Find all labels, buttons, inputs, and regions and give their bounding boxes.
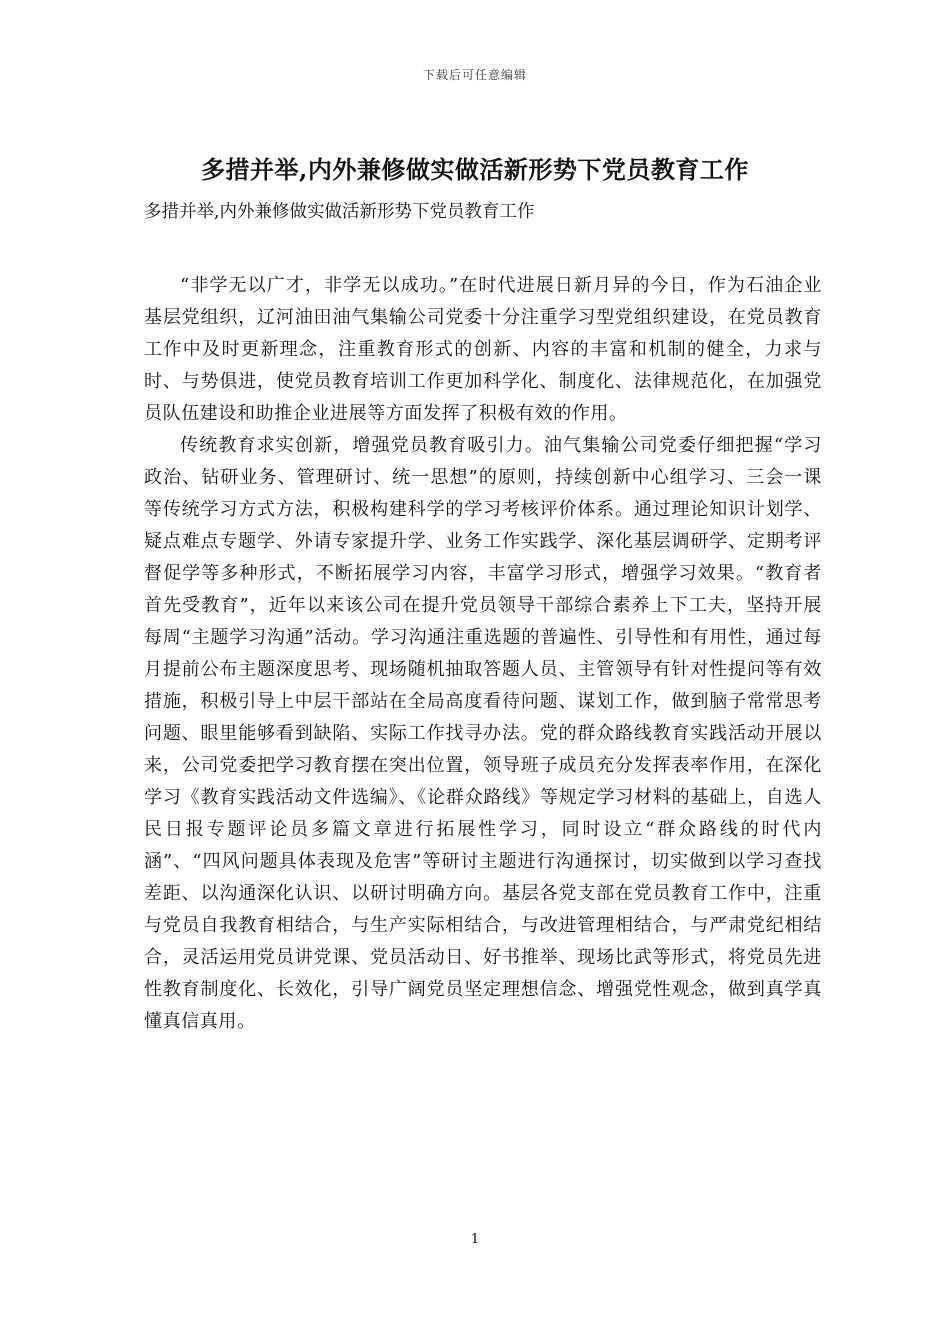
page-number: 1 xyxy=(470,1232,480,1247)
document-subtitle: 多措并举,内外兼修做实做活新形势下党员教育工作 xyxy=(144,202,535,222)
paragraph-2: 传统教育求实创新，增强党员教育吸引力。油气集输公司党委仔细把握“学习政治、钻研业务、管理研讨、统一思想”的原则，持续创新中心组学习、三会一课等传统学习方式方法，积极构建科学的学习考核评价体系。通过理论知识计划学、疑点难点专题学、外请专家提升学、业务工作实践学、深化基层调研学、定期考评督促学等多种形式，不断拓展学习内容，丰富学习形式，增强学习效果。“教育者首先受教育”，近年以来该公司在提升党员领导干部综合素养上下工夫，坚持开展每周“主题学习沟通”活动。学习沟通注重选题的普遍性、引导性和有用性，通过每月提前公布主题深度思考、现场随机抽取答题人员、主管领导有针对性提问等有效措施，积极引导上中层干部站在全局高度看待问题、谋划工作，做到脑子常常思考问题、眼里能够看到缺陷、实际工作找寻办法。党的群众路线教育实践活动开展以来，公司党委把学习教育摆在突出位置，领导班子成员充分发挥表率作用，在深化学习《教育实践活动文件选编》、《论群众路线》等规定学习材料的基础上，自选人民日报专题评论员多篇文章进行拓展性学习，同时设立“群众路线的时代内涵”、“四风问题具体表现及危害”等研讨主题进行沟通探讨，切实做到以学习查找差距、以沟通深化认识、以研讨明确方向。基层各党支部在党员教育工作中，注重与党员自我教育相结合，与生产实际相结合，与改进管理相结合，与严肃党纪相结合，灵活运用党员讲党课、党员活动日、好书推举、现场比武等形式，将党员先进性教育制度化、长效化，引导广阔党员坚定理想信念、增强党性观念，做到真学真懂真信真用。 xyxy=(144,435,822,1032)
header-note: 下载后可任意编辑 xyxy=(422,68,527,82)
document-body xyxy=(144,270,822,1038)
paragraph-1: “非学无以广才，非学无以成功。”在时代进展日新月异的今日，作为石油企业基层党组织，辽河油田油气集输公司党委十分注重学习型党组织建设，在党员教育工作中及时更新理念，注重教育形式的创新、内容的丰富和机制的健全，力求与时、与势俱进，使党员教育培训工作更加科学化、制度化、法律规范化，在加强党员队伍建设和助推企业进展等方面发挥了积极有效的作用。 xyxy=(144,275,822,424)
document-title: 多措并举,内外兼修做实做活新形势下党员教育工作 xyxy=(201,155,749,184)
